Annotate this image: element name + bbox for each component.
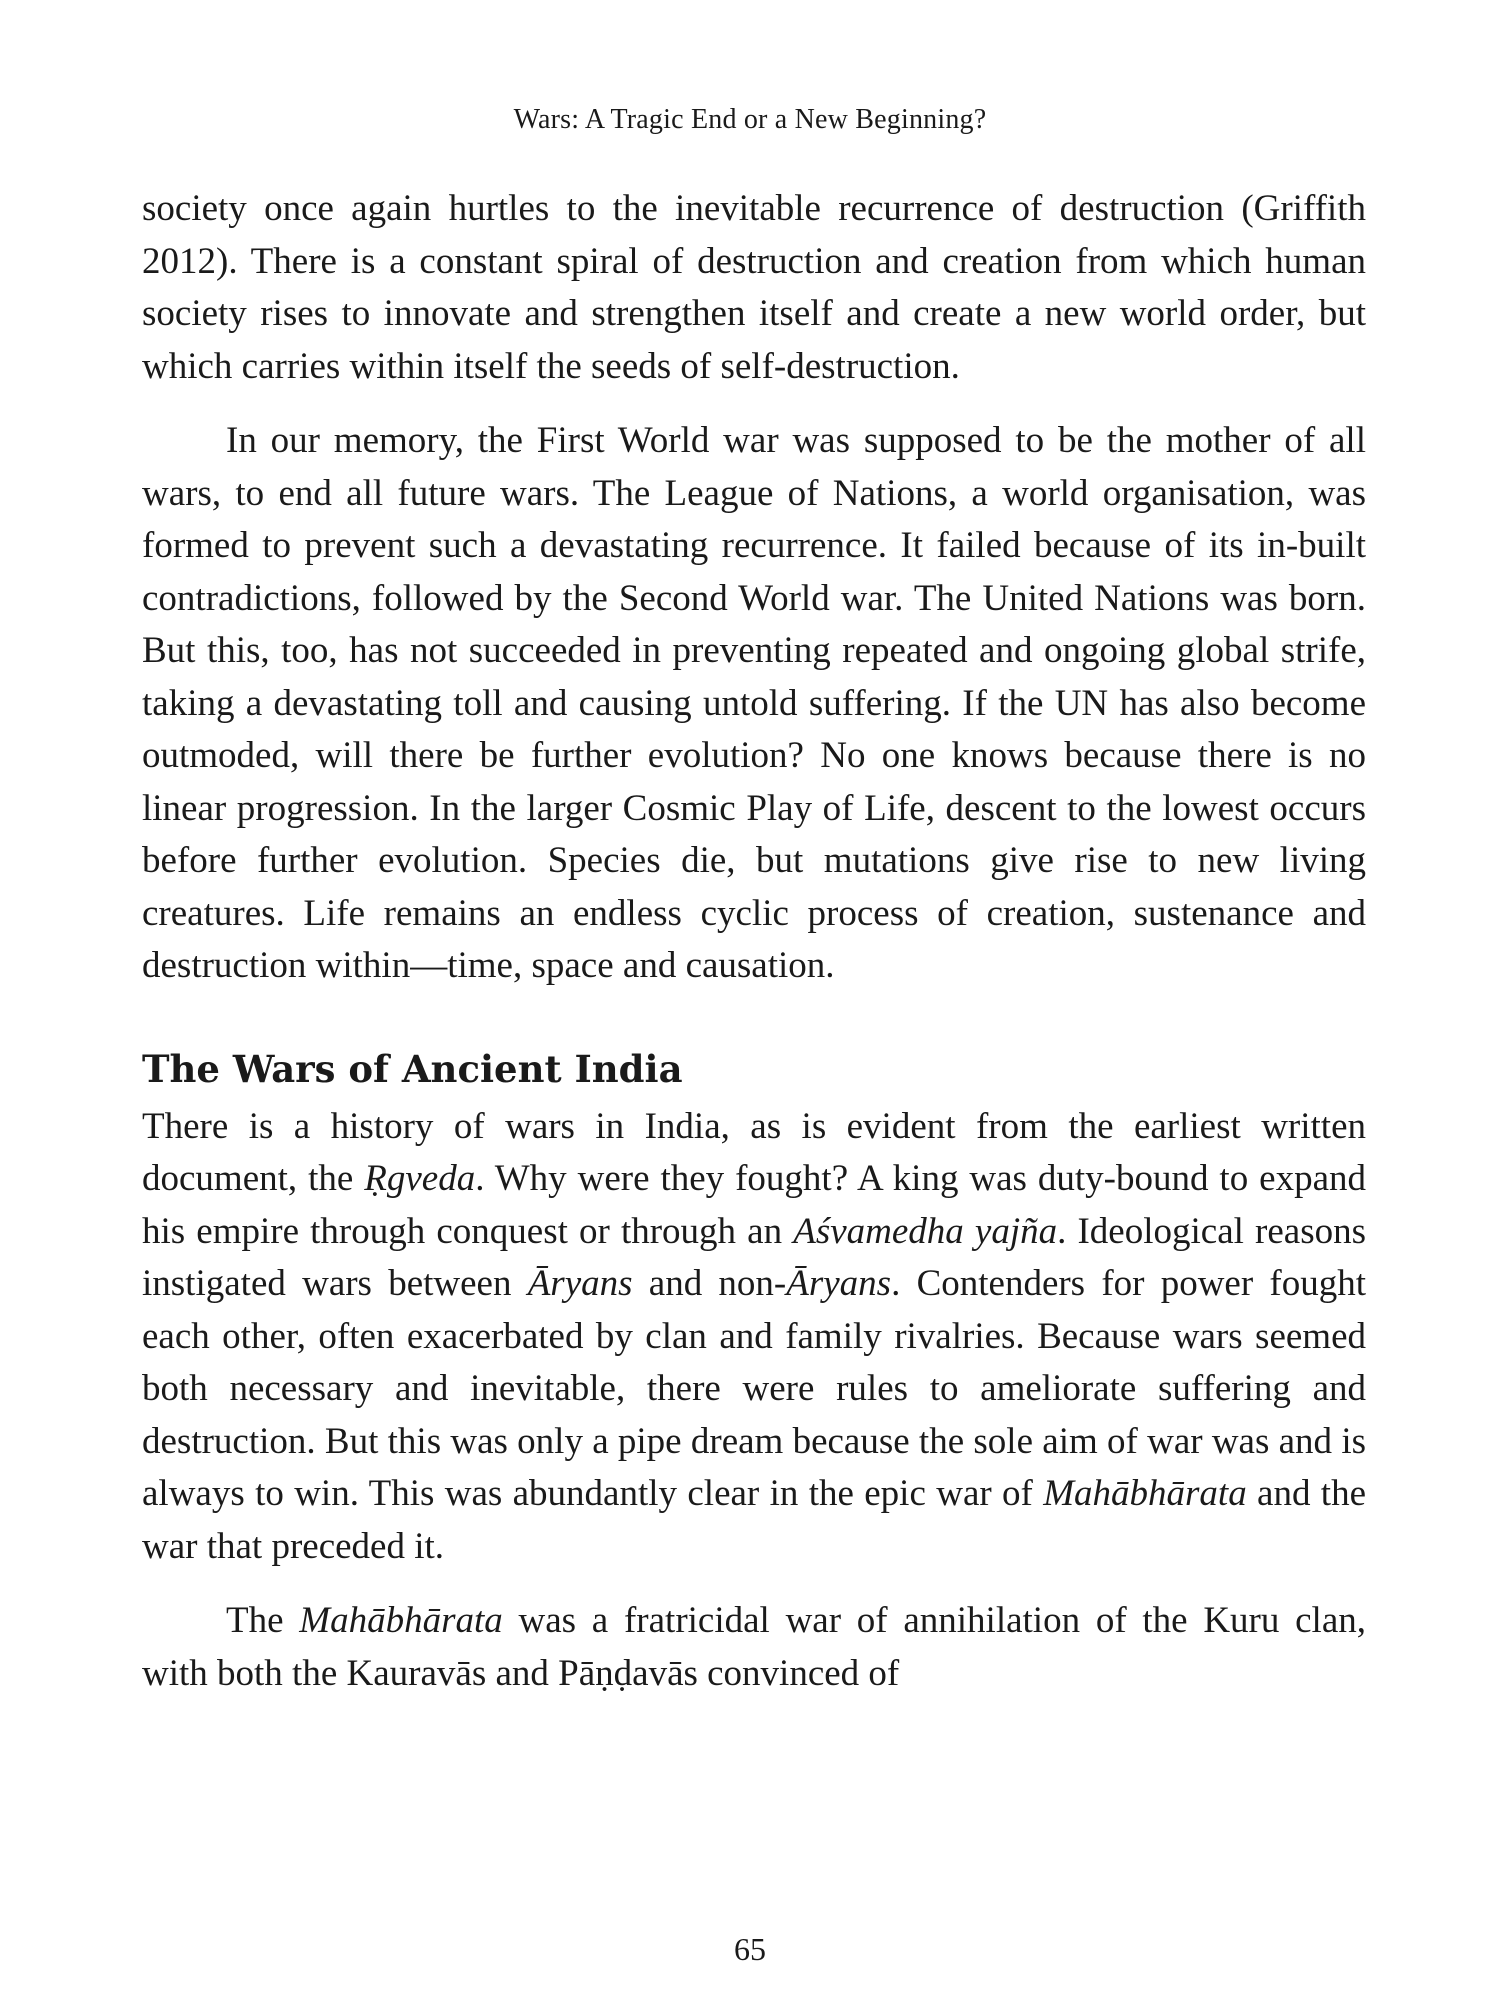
page-number: 65 [734,1931,766,1967]
running-head: Wars: A Tragic End or a New Beginning? [513,104,987,135]
paragraph-continued: society once again hurtles to the inevitable recurrence of destruction (Griffith 2012). There is a constant spiral of destruction and creation from which human society rises to innovate and strengthen itself and create a new world order, but which carries within itself the seeds of self-destruction. [142,188,1366,387]
paragraph-world-wars: In our memory, the First World war was supposed to be the mother of all wars, to end all future wars. The League of Nations, a world organisation, was formed to prevent such a devastating recurrence. It failed because of its in-built contradictions, followed by the Second World war. The United Nations was born. But this, too, has not succeeded in preventing repeated and ongoing global strife, taking a devastating toll and causing untold suffering. If the UN has also become outmoded, will there be further evolution? No one knows because there is no linear progression. In the larger Cosmic Play of Life, descent to the lowest occurs before further evolution. Species die, but mutations give rise to new living creatures. Life remains an endless cyclic process of creation, sustenance and destruction within—time, space and causation. [142,420,1366,986]
text-run: The [226,1600,300,1641]
body-text [142,183,1366,1700]
italic-term: Mahābhārata [1043,1473,1247,1514]
text-run: and the war that preceded it. [142,1473,1367,1567]
italic-term: Āryans [527,1263,633,1304]
text-run: . Why were they fought? A king was duty-bound to expand his empire through conquest or through an [142,1158,1366,1252]
section-heading: The Wars of Ancient India [142,1046,683,1091]
text-run: and non- [632,1263,787,1304]
italic-term: Ṛgveda [364,1158,476,1199]
italic-term: Mahābhārata [299,1600,503,1641]
italic-term: Āryans [786,1263,892,1304]
italic-term: Aśvamedha yajña [793,1210,1058,1252]
paragraph-mahabharata [142,1595,1366,1700]
text-run: . Ideological reasons instigated wars between [142,1210,1366,1304]
text-run: There is a history of wars in India, as is evident from the earliest written document, the [142,1105,1366,1199]
text-run: . Contenders for power fought each other, often exacerbated by clan and family rivalries. Because wars seemed both necessary and inevitable, there were rules to ameliorate suffering and destruction. But this was only a pipe dream because the sole aim of war was and is always to win. This was abundantly clear in the epic war of [142,1263,1366,1514]
paragraph-ancient-wars [142,1101,1366,1574]
text-run: was a fratricidal war of annihilation of the Kuru clan, with both the Kauravās and Pāṇḍavās convinced of [142,1600,1366,1694]
